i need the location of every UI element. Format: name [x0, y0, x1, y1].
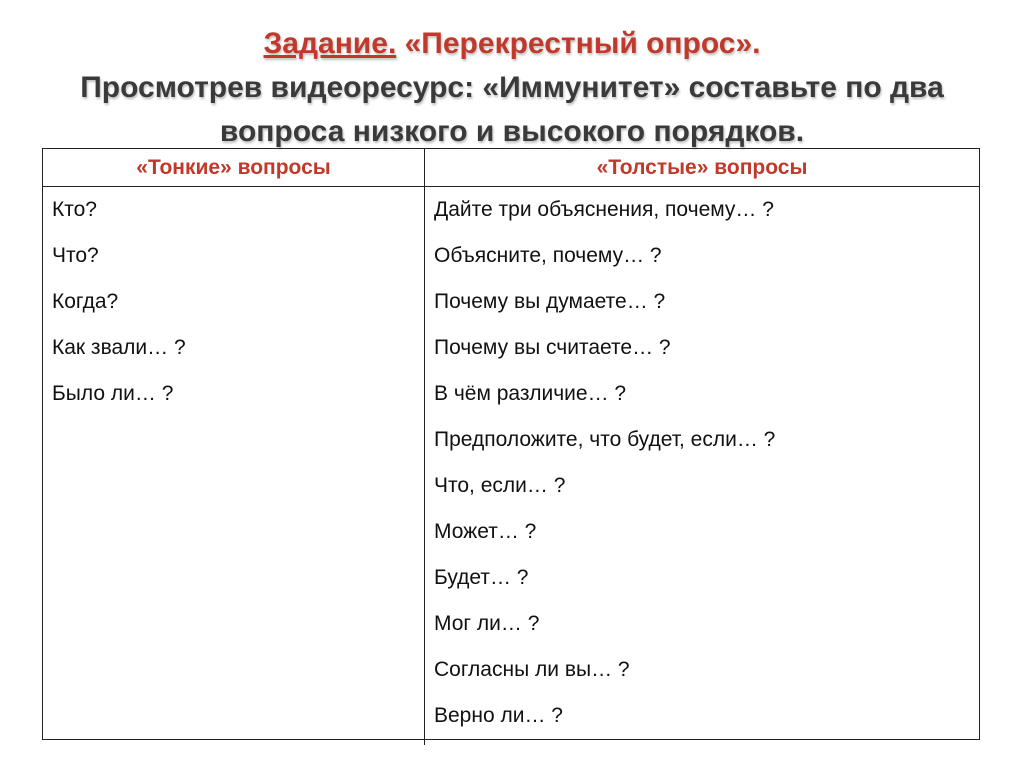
thick-question-item: Будет… ?: [434, 566, 529, 589]
title-task-line: [40, 22, 984, 66]
thick-questions-list: [425, 193, 979, 745]
task-name: «Перекрестный опрос».: [404, 27, 761, 60]
thick-question-item: Дайте три объяснения, почему… ?: [434, 198, 774, 221]
thick-question-item: В чём различие… ?: [434, 382, 627, 405]
thick-questions-column: [425, 187, 979, 745]
thick-question-item: Согласны ли вы… ?: [434, 658, 630, 681]
thick-question-item: Объясните, почему… ?: [434, 244, 662, 267]
thick-questions-header: «Толстые» вопросы: [425, 149, 979, 187]
thick-question-item: Может… ?: [434, 520, 537, 543]
title-instruction-line-2: вопроса низкого и высокого порядков.: [219, 115, 805, 148]
thick-question-item: Почему вы считаете… ?: [434, 336, 671, 359]
thick-question-item: Предположите, что будет, если… ?: [434, 428, 776, 451]
thin-question-item: Когда?: [52, 290, 119, 313]
questions-table: [42, 148, 980, 740]
thin-question-item: Что?: [52, 244, 99, 267]
task-label: Задание.: [263, 27, 397, 60]
title-instruction-line-1: Просмотрев видеоресурс: «Иммунитет» составьте по два: [80, 71, 944, 104]
slide-title: [40, 22, 984, 154]
thin-questions-list: [43, 193, 424, 423]
thin-questions-column: [43, 187, 425, 745]
thin-questions-header: «Тонкие» вопросы: [43, 149, 425, 187]
thin-question-item: Было ли… ?: [52, 382, 174, 405]
thin-question-item: Кто?: [52, 198, 97, 221]
thick-question-item: Почему вы думаете… ?: [434, 290, 666, 313]
thick-question-item: Верно ли… ?: [434, 704, 563, 727]
thin-question-item: Как звали… ?: [52, 336, 186, 359]
thick-question-item: Что, если… ?: [434, 474, 566, 497]
thick-question-item: Мог ли… ?: [434, 612, 540, 635]
